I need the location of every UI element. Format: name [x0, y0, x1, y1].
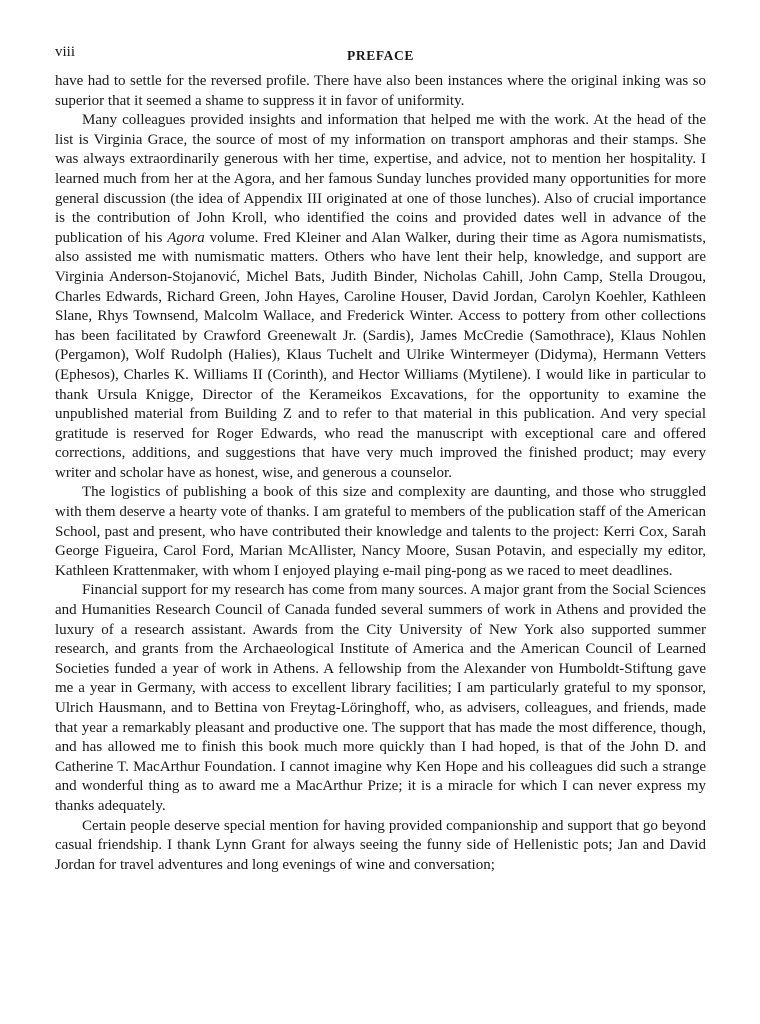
paragraph [55, 483, 706, 581]
page-number: viii [55, 44, 76, 60]
document-page [55, 44, 706, 875]
italic-text: Agora [167, 229, 205, 246]
running-header [55, 44, 706, 72]
text-run: Many colleagues provided insights and information that helped me with the work. At the head of the list is Virginia Grace, the source of most of my information on transport amphoras and their stamps. She was always extraordinarily generous with her time, expertise, and advice, not to mention her hospitality. I learned much from her at the Agora, and her famous Sunday lunches provided many opportunities for more general discussion (the idea of Appendix III originated at one of those lunches). Also of crucial importance is the contribution of John Kroll, who identified the coins and provided dates well in advance of the publication of his [55, 112, 706, 246]
text-run: have had to settle for the reversed profile. There have also been instances where the original inking was so superior that it seemed a shame to suppress it in favor of uniformity. [55, 73, 706, 109]
text-run: Certain people deserve special mention for having provided companionship and support that go beyond casual friendship. I thank Lynn Grant for always seeing the funny side of Hellenistic pots; Jan and David Jordan for travel adventures and long evenings of wine and conversation; [55, 817, 706, 873]
text-run: The logistics of publishing a book of this size and complexity are daunting, and those who struggled with them deserve a hearty vote of thanks. I am grateful to members of the publication staff of the American School, past and present, who have contributed their knowledge and talents to the project: Kerri Cox, Sarah George Figueira, Carol Ford, Marian McAllister, Nancy Moore, Susan Potavin, and especially my editor, Kathleen Krattenmaker, with whom I enjoyed playing e-mail ping-pong as we raced to meet deadlines. [55, 484, 706, 579]
body-text [55, 72, 706, 875]
paragraph [55, 817, 706, 876]
paragraph [55, 72, 706, 111]
paragraph [55, 111, 706, 483]
text-run: Financial support for my research has come from many sources. A major grant from the Social Sciences and Humanities Research Council of Canada funded several summers of work in Athens and provided the luxury of a research assistant. Awards from the City University of New York also supported summer research, and grants from the Archaeological Institute of America and the American Council of Learned Societies funded a year of work in Athens. A fellowship from the Alexander von Humboldt-Stiftung gave me a year in Germany, with access to excellent library facilities; I am particularly grateful to my sponsor, Ulrich Hausmann, and to Bettina von Freytag-Löringhoff, who, as advisers, colleagues, and friends, made that year a remarkably pleasant and productive one. The support that has made the most difference, though, and has allowed me to finish this book much more quickly than I had hoped, is that of the John D. and Catherine T. MacArthur Foundation. I cannot imagine why Ken Hope and his colleagues did such a strange and wonderful thing as to award me a MacArthur Prize; it is a miracle for which I can never express my thanks adequately. [55, 582, 706, 814]
paragraph [55, 581, 706, 816]
running-title: PREFACE [347, 48, 414, 63]
text-run: volume. Fred Kleiner and Alan Walker, during their time as Agora numismatists, also assisted me with numismatic matters. Others who have lent their help, knowledge, and support are Virginia Anderson-Stojanović, Michel Bats, Judith Binder, Nicholas Cahill, John Camp, Stella Drougou, Charles Edwards, Richard Green, John Hayes, Caroline Houser, David Jordan, Carolyn Koehler, Kathleen Slane, Rhys Townsend, Malcolm Wallace, and Frederick Winter. Access to pottery from other collections has been facilitated by Crawford Greenewalt Jr. (Sardis), James McCredie (Samothrace), Klaus Nohlen (Pergamon), Wolf Rudolph (Halies), Klaus Tuchelt and Ulrike Wintermeyer (Didyma), Hermann Vetters (Ephesos), Charles K. Williams II (Corinth), and Hector Williams (Mytilene). I would like in particular to thank Ursula Knigge, Director of the Kerameikos Excavations, for the opportunity to examine the unpublished material from Building Z and to refer to that material in this publication. And very special gratitude is reserved for Roger Edwards, who read the manuscript with exceptional care and offered corrections, additions, and suggestions that have very much improved the finished product; may every writer and scholar have as honest, wise, and generous a counselor. [55, 229, 706, 481]
